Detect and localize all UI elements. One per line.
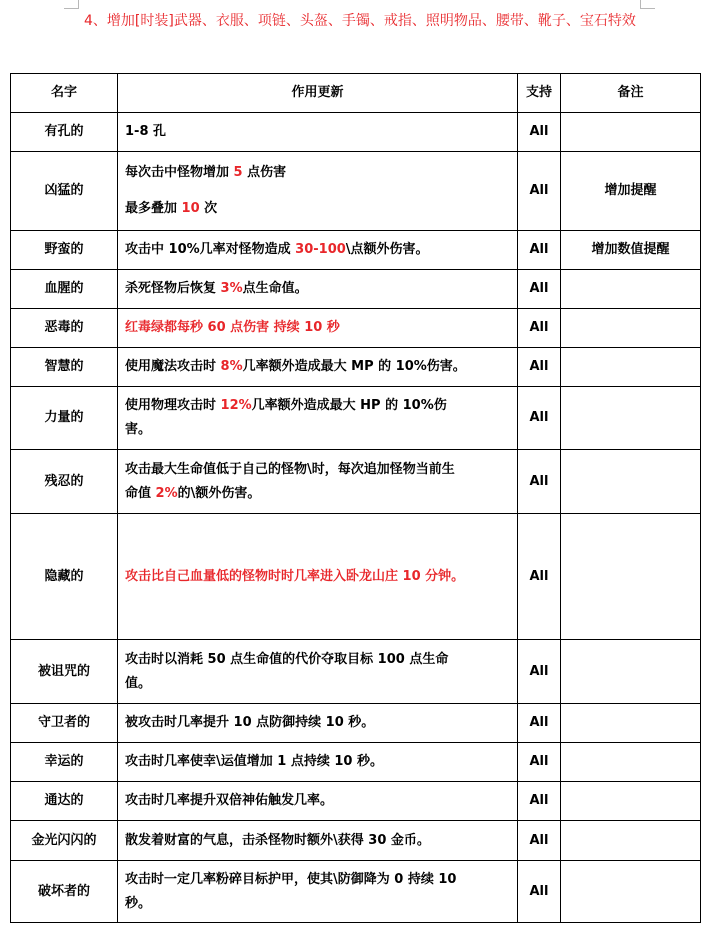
effect-text: 几率额外造成最大 HP 的 10%伤 <box>251 398 447 413</box>
support-cell: All <box>518 309 561 348</box>
effect-description-cell <box>118 640 518 704</box>
table-row <box>11 704 701 743</box>
note-cell <box>561 514 701 640</box>
effect-text: 杀死怪物后恢复 <box>125 281 221 296</box>
table-body <box>11 113 701 923</box>
effect-name-cell: 守卫者的 <box>11 704 118 743</box>
highlighted-value: 3% <box>220 281 243 296</box>
effect-description-cell <box>118 113 518 152</box>
effect-text: 命值 <box>125 485 156 501</box>
table-row <box>11 782 701 821</box>
effect-text: 秒。 <box>125 895 152 911</box>
effect-text: \点额外伤害。 <box>345 242 429 257</box>
effect-text: 攻击时以消耗 50 点生命值的代价夺取目标 100 点生命 <box>125 651 449 667</box>
effect-line <box>125 672 510 696</box>
effect-line <box>125 394 510 418</box>
highlighted-value: 红毒绿都每秒 60 点伤害 持续 10 秒 <box>125 320 340 335</box>
effect-line <box>125 120 510 144</box>
effect-text: 值。 <box>125 675 152 691</box>
effect-description-cell <box>118 270 518 309</box>
effect-text: 点伤害 <box>242 165 287 180</box>
table-row <box>11 450 701 514</box>
effect-description-cell <box>118 743 518 782</box>
effect-line <box>125 161 510 185</box>
effect-name-cell: 力量的 <box>11 387 118 450</box>
support-cell: All <box>518 231 561 270</box>
effect-name-cell: 野蛮的 <box>11 231 118 270</box>
effect-line <box>125 277 510 301</box>
table-row <box>11 861 701 923</box>
effect-text: 点生命值。 <box>242 281 308 296</box>
effect-description-cell <box>118 152 518 231</box>
table-header-row <box>11 74 701 113</box>
table-row <box>11 270 701 309</box>
table-row <box>11 309 701 348</box>
effect-text: 害。 <box>125 422 152 437</box>
support-cell: All <box>518 704 561 743</box>
effect-text: 攻击时一定几率粉碎目标护甲，使其\防御降为 0 持续 10 <box>125 871 457 887</box>
note-cell <box>561 861 701 923</box>
column-header-name: 名字 <box>11 74 118 113</box>
highlighted-value: 12% <box>220 398 252 413</box>
effect-description-cell <box>118 704 518 743</box>
effect-name-cell: 金光闪闪的 <box>11 821 118 861</box>
note-cell <box>561 782 701 821</box>
effect-name-cell: 血腥的 <box>11 270 118 309</box>
support-cell: All <box>518 270 561 309</box>
column-header-note: 备注 <box>561 74 701 113</box>
effect-text: 攻击时几率使幸\运值增加 1 点持续 10 秒。 <box>125 754 383 769</box>
effect-name-cell: 有孔的 <box>11 113 118 152</box>
support-cell: All <box>518 640 561 704</box>
effect-line <box>125 355 510 379</box>
effect-name-cell: 残忍的 <box>11 450 118 514</box>
effect-name-cell: 幸运的 <box>11 743 118 782</box>
support-cell: All <box>518 821 561 861</box>
effect-description-cell <box>118 387 518 450</box>
effect-description-cell <box>118 450 518 514</box>
support-cell: All <box>518 861 561 923</box>
page-corner-mark-right <box>640 0 655 9</box>
highlighted-value: 30-100 <box>295 242 346 257</box>
page-corner-mark-left <box>64 0 79 9</box>
note-cell <box>561 270 701 309</box>
highlighted-value: 2% <box>155 485 178 501</box>
effect-name-cell: 隐藏的 <box>11 514 118 640</box>
highlighted-value: 8% <box>220 359 243 374</box>
table-row <box>11 514 701 640</box>
effect-line <box>125 711 510 735</box>
effects-table <box>10 73 701 923</box>
effect-line <box>125 892 510 916</box>
support-cell: All <box>518 782 561 821</box>
effect-description-cell <box>118 309 518 348</box>
effect-description-cell <box>118 782 518 821</box>
effect-name-cell: 被诅咒的 <box>11 640 118 704</box>
effect-line <box>125 316 510 340</box>
effect-line <box>125 750 510 774</box>
effect-name-cell: 智慧的 <box>11 348 118 387</box>
effect-name-cell: 破坏者的 <box>11 861 118 923</box>
effect-line <box>125 197 510 221</box>
table-row <box>11 231 701 270</box>
column-header-support: 支持 <box>518 74 561 113</box>
effect-name-cell: 通达的 <box>11 782 118 821</box>
effect-text: 攻击时几率提升双倍神佑触发几率。 <box>125 793 334 808</box>
effect-text: 几率额外造成最大 MP 的 10%伤害。 <box>242 359 466 374</box>
table-row <box>11 821 701 861</box>
effect-text: 攻击最大生命值低于自己的怪物\时，每次追加怪物当前生 <box>125 461 455 477</box>
support-cell: All <box>518 514 561 640</box>
effect-line <box>125 458 510 482</box>
effect-line <box>125 565 510 589</box>
note-cell <box>561 704 701 743</box>
effect-text: 使用魔法攻击时 <box>125 359 221 374</box>
effect-description-cell <box>118 821 518 861</box>
effect-description-cell <box>118 231 518 270</box>
section-heading: 4、增加[时装]武器、衣服、项链、头盔、手镯、戒指、照明物品、腰带、靴子、宝石特效 <box>84 13 636 29</box>
support-cell: All <box>518 387 561 450</box>
effect-line <box>125 648 510 672</box>
note-cell <box>561 113 701 152</box>
support-cell: All <box>518 450 561 514</box>
note-cell <box>561 743 701 782</box>
column-header-effect: 作用更新 <box>118 74 518 113</box>
effect-name-cell: 凶猛的 <box>11 152 118 231</box>
effect-name-cell: 恶毒的 <box>11 309 118 348</box>
note-cell <box>561 450 701 514</box>
effect-text: 散发着财富的气息，击杀怪物时额外\获得 30 金币。 <box>125 832 430 848</box>
table-row <box>11 113 701 152</box>
note-cell <box>561 821 701 861</box>
effect-line <box>125 829 510 853</box>
effect-text: 最多叠加 <box>125 201 182 216</box>
effect-line <box>125 482 510 506</box>
table-row <box>11 743 701 782</box>
note-cell <box>561 387 701 450</box>
effect-description-cell <box>118 514 518 640</box>
support-cell: All <box>518 743 561 782</box>
note-cell <box>561 640 701 704</box>
effect-text: 攻击中 10%几率对怪物造成 <box>125 242 296 257</box>
note-cell <box>561 348 701 387</box>
table-row <box>11 152 701 231</box>
effect-line <box>125 238 510 262</box>
effect-text: 的\额外伤害。 <box>177 485 261 501</box>
effect-text: 每次击中怪物增加 <box>125 165 234 180</box>
support-cell: All <box>518 152 561 231</box>
support-cell: All <box>518 113 561 152</box>
effect-line <box>125 868 510 892</box>
support-cell: All <box>518 348 561 387</box>
effect-line <box>125 789 510 813</box>
note-cell <box>561 309 701 348</box>
effect-text: 次 <box>199 201 218 216</box>
highlighted-value: 10 <box>181 201 200 216</box>
highlighted-value: 5 <box>233 165 243 180</box>
effect-text: 被攻击时几率提升 10 点防御持续 10 秒。 <box>125 715 375 730</box>
effect-text: 使用物理攻击时 <box>125 398 221 413</box>
table-row <box>11 640 701 704</box>
table-row <box>11 348 701 387</box>
effect-description-cell <box>118 861 518 923</box>
note-cell: 增加数值提醒 <box>561 231 701 270</box>
note-cell: 增加提醒 <box>561 152 701 231</box>
effect-line <box>125 418 510 442</box>
table-row <box>11 387 701 450</box>
highlighted-value: 攻击比自己血量低的怪物时时几率进入卧龙山庄 10 分钟。 <box>125 568 465 584</box>
effect-description-cell <box>118 348 518 387</box>
effect-text: 1-8 孔 <box>125 124 167 139</box>
